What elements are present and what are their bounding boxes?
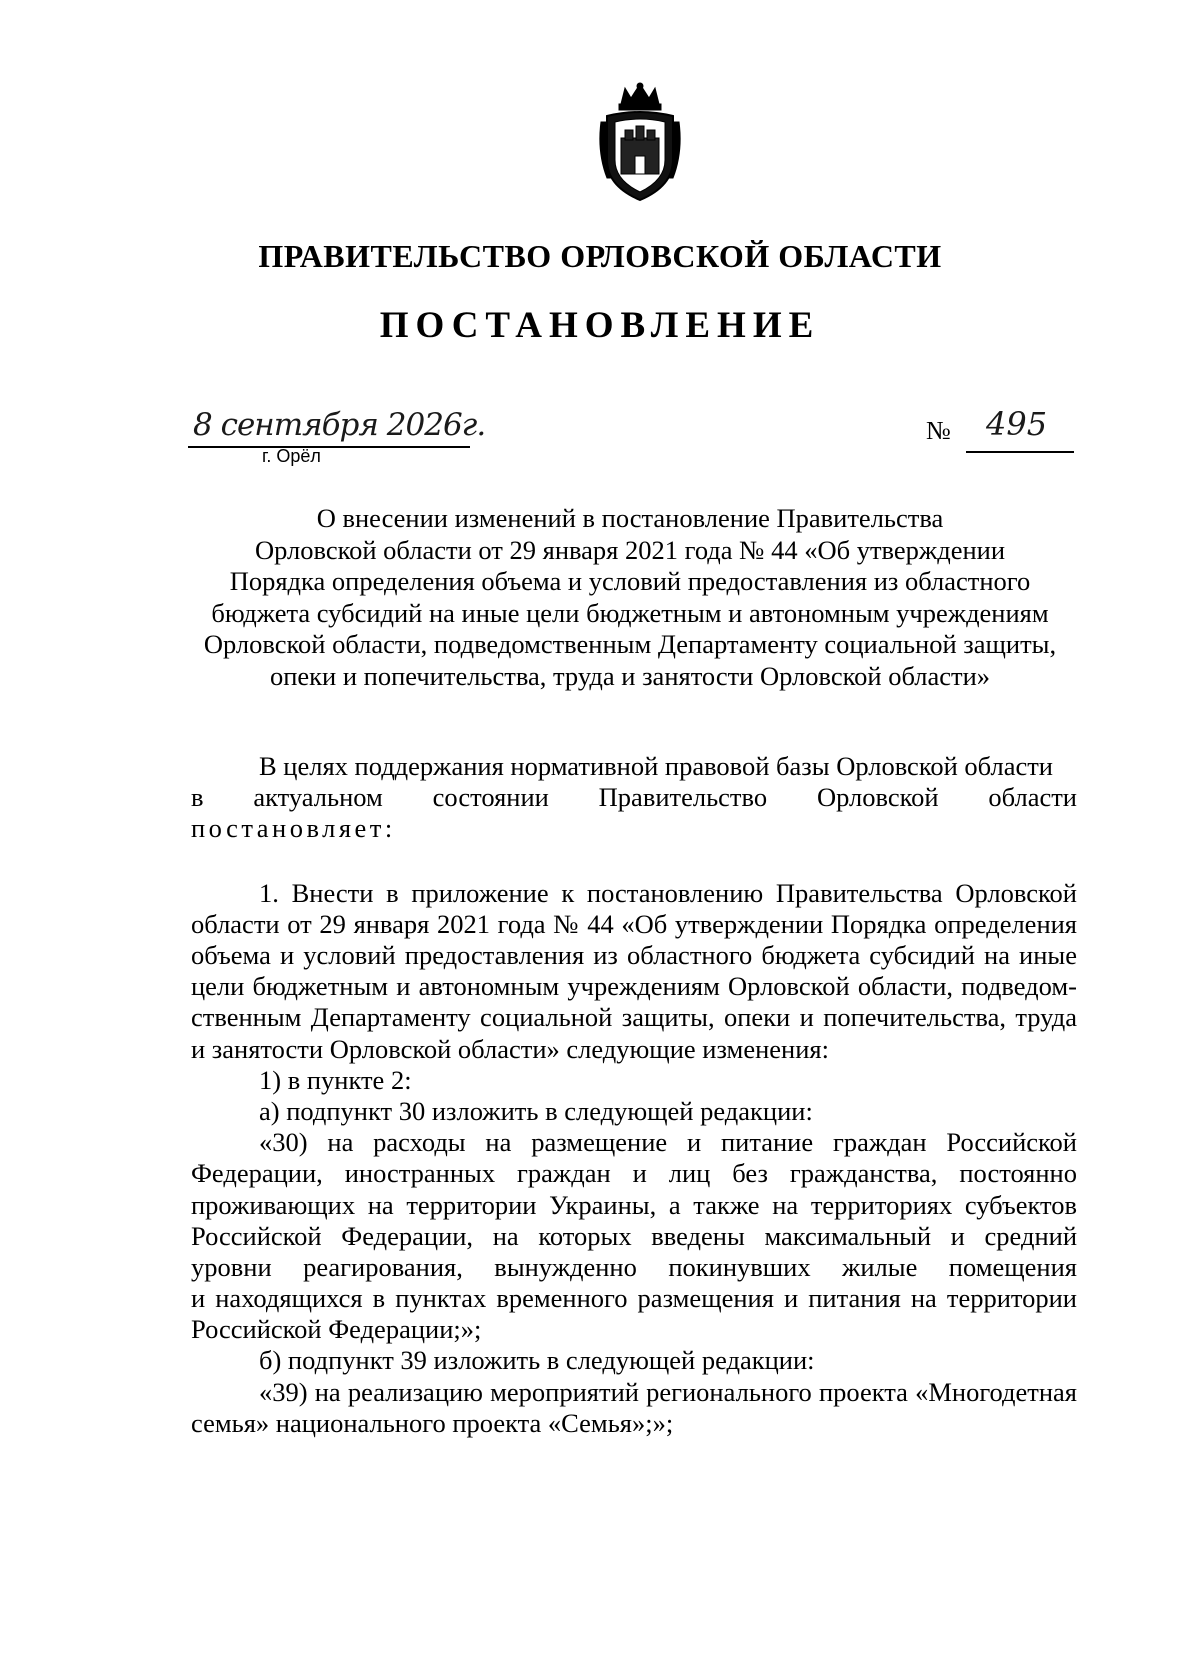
document-body bbox=[191, 751, 1077, 1439]
subject-line: Порядка определения объема и условий предоставления из областного bbox=[229, 566, 1031, 596]
preamble-line: В целях поддержания нормативной правовой базы Орловской области bbox=[259, 751, 1053, 781]
preamble-line: в актуальном состоянии Правительство Орловской области bbox=[191, 782, 1077, 813]
clause30-line: «30) на расходы на размещение и питание граждан Российской bbox=[259, 1127, 1077, 1158]
subject-line: Орловской области от 29 января 2021 года № 44 «Об утверждении bbox=[254, 534, 1006, 565]
item1-line: и занятости Орловской области» следующие изменения: bbox=[191, 1033, 829, 1064]
subject-line: Орловской области, подведомственным Департаменту социальной защиты, bbox=[203, 629, 1057, 659]
number-underline bbox=[966, 451, 1074, 453]
item1-line: 1. Внести в приложение к постановлению Правительства Орловской bbox=[259, 877, 1077, 908]
date-underline bbox=[188, 446, 470, 448]
city-label: г. Орёл bbox=[262, 446, 321, 466]
clause30-line: Федерации, иностранных граждан и лиц без гражданства, постоянно bbox=[191, 1158, 1077, 1189]
clause30-line: Российской Федерации;»; bbox=[191, 1314, 482, 1345]
subitem-line: а) подпункт 30 изложить в следующей редакции: bbox=[259, 1095, 813, 1126]
handwritten-date: 8 сентября 2026г. bbox=[193, 407, 486, 443]
clause30-line: Российской Федерации, на которых введены максимальный и средний bbox=[191, 1220, 1077, 1251]
clause30-line: и находящихся в пунктах временного размещения и питания на территории bbox=[191, 1283, 1077, 1314]
clause30-line: уровни реагирования, вынужденно покинувших жилые помещения bbox=[191, 1251, 1077, 1282]
subject-line: опеки и попечительства, труда и занятости Орловской области» bbox=[269, 660, 991, 691]
clause30-line: проживающих на территории Украины, а также на территориях субъектов bbox=[191, 1189, 1077, 1220]
clause39-line: «39) на реализацию мероприятий регионального проекта «Многодетная bbox=[259, 1376, 1077, 1407]
preamble-resolves: постановляет: bbox=[191, 813, 396, 844]
item1-line: области от 29 января 2021 года № 44 «Об утверждении Порядка определения bbox=[191, 908, 1077, 939]
subitem-line: б) подпункт 39 изложить в следующей редакции: bbox=[259, 1345, 815, 1376]
paragraph-gap bbox=[191, 845, 1077, 878]
item1-line: цели бюджетным и автономным учреждениям Орловской области, подведом- bbox=[191, 971, 1077, 1002]
coat-of-arms-emblem bbox=[593, 82, 687, 204]
number-label: № bbox=[926, 416, 951, 445]
government-title: ПРАВИТЕЛЬСТВО ОРЛОВСКОЙ ОБЛАСТИ bbox=[258, 238, 942, 274]
subject-line: О внесении изменений в постановление Правительства bbox=[316, 503, 944, 533]
subitem-line: 1) в пункте 2: bbox=[259, 1064, 412, 1095]
handwritten-number: 495 bbox=[986, 405, 1048, 443]
document-subject bbox=[190, 503, 1070, 692]
document-type-title: ПОСТАНОВЛЕНИЕ bbox=[379, 305, 821, 346]
item1-line: ственным Департаменту социальной защиты, опеки и попечительства, труда bbox=[191, 1002, 1077, 1033]
item1-line: объема и условий предоставления из областного бюджета субсидий на иные bbox=[191, 939, 1077, 970]
clause39-line: семья» национального проекта «Семья»;»; bbox=[191, 1407, 674, 1438]
subject-line: бюджета субсидий на иные цели бюджетным и автономным учреждениям bbox=[211, 597, 1049, 628]
